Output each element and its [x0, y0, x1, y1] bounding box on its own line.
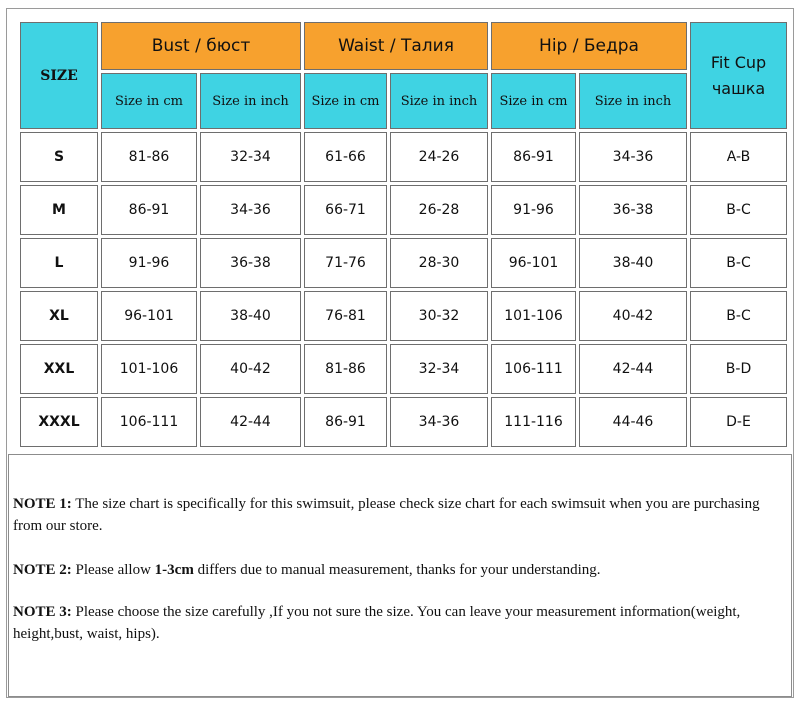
unit-header: Size in inch: [200, 73, 301, 129]
table-row: [20, 238, 787, 288]
unit-header: Size in inch: [390, 73, 488, 129]
table-row: [20, 185, 787, 235]
bust-cm-cell: 86-91: [101, 185, 197, 235]
bust-inch-cell: 32-34: [200, 132, 301, 182]
waist-cm-cell: 61-66: [304, 132, 387, 182]
hip-inch-cell: 38-40: [579, 238, 687, 288]
hip-inch-cell: 36-38: [579, 185, 687, 235]
note-2-text-before: Please allow: [71, 562, 155, 578]
header-row-units: [20, 73, 787, 129]
waist-inch-cell: 28-30: [390, 238, 488, 288]
waist-inch-cell: 34-36: [390, 397, 488, 447]
hip-inch-cell: 34-36: [579, 132, 687, 182]
note-3-label: NOTE 3:: [13, 604, 72, 620]
waist-cm-cell: 81-86: [304, 344, 387, 394]
hip-inch-cell: 42-44: [579, 344, 687, 394]
cup-header-line2: чашка: [711, 78, 766, 98]
note-1-text: The size chart is specifically for this swimsuit, please check size chart for each swimsuit when you are purchasing from our store.: [13, 496, 760, 534]
waist-cm-cell: 86-91: [304, 397, 387, 447]
header-row-groups: [20, 22, 787, 70]
note-1-label: NOTE 1:: [13, 496, 72, 512]
cup-cell: B-C: [690, 185, 787, 235]
size-rows: [20, 132, 787, 447]
waist-inch-cell: 32-34: [390, 344, 488, 394]
bust-cm-cell: 101-106: [101, 344, 197, 394]
hip-cm-cell: 101-106: [491, 291, 576, 341]
note-1: [13, 493, 785, 537]
note-2-label: NOTE 2:: [13, 562, 72, 578]
bust-cm-cell: 91-96: [101, 238, 197, 288]
size-chart-table: [17, 19, 790, 450]
table-row: [20, 291, 787, 341]
hip-cm-cell: 86-91: [491, 132, 576, 182]
cup-header: [690, 22, 787, 129]
cup-cell: D-E: [690, 397, 787, 447]
bust-cm-cell: 96-101: [101, 291, 197, 341]
bust-header: Bust / бюст: [101, 22, 301, 70]
note-3: [13, 601, 785, 645]
size-header: SIZE: [20, 22, 98, 129]
size-cell: L: [20, 238, 98, 288]
bust-inch-cell: 42-44: [200, 397, 301, 447]
unit-header: Size in cm: [491, 73, 576, 129]
hip-header: Hip / Бедра: [491, 22, 687, 70]
bust-cm-cell: 106-111: [101, 397, 197, 447]
cup-cell: B-C: [690, 291, 787, 341]
hip-cm-cell: 111-116: [491, 397, 576, 447]
table-row: [20, 132, 787, 182]
waist-header: Waist / Талия: [304, 22, 488, 70]
bust-cm-cell: 81-86: [101, 132, 197, 182]
cup-cell: B-C: [690, 238, 787, 288]
hip-inch-cell: 40-42: [579, 291, 687, 341]
waist-cm-cell: 76-81: [304, 291, 387, 341]
note-3-text: Please choose the size carefully ,If you not sure the size. You can leave your measurement information(weight, height,bust, waist, hips).: [13, 604, 741, 642]
hip-cm-cell: 106-111: [491, 344, 576, 394]
waist-cm-cell: 71-76: [304, 238, 387, 288]
cup-cell: A-B: [690, 132, 787, 182]
hip-cm-cell: 91-96: [491, 185, 576, 235]
cup-cell: B-D: [690, 344, 787, 394]
note-2: [13, 559, 785, 581]
note-2-text-bold: 1-3cm: [154, 562, 194, 578]
size-cell: S: [20, 132, 98, 182]
size-cell: XXXL: [20, 397, 98, 447]
bust-inch-cell: 40-42: [200, 344, 301, 394]
hip-inch-cell: 44-46: [579, 397, 687, 447]
unit-header: Size in cm: [101, 73, 197, 129]
waist-inch-cell: 30-32: [390, 291, 488, 341]
notes-box: [8, 454, 792, 697]
bust-inch-cell: 38-40: [200, 291, 301, 341]
note-2-text-after: differs due to manual measurement, thanks for your understanding.: [193, 562, 601, 578]
hip-cm-cell: 96-101: [491, 238, 576, 288]
table-row: [20, 397, 787, 447]
bust-inch-cell: 36-38: [200, 238, 301, 288]
size-cell: XXL: [20, 344, 98, 394]
unit-header: Size in inch: [579, 73, 687, 129]
size-cell: XL: [20, 291, 98, 341]
cup-header-line1: Fit Cup: [710, 52, 767, 72]
unit-header: Size in cm: [304, 73, 387, 129]
waist-inch-cell: 26-28: [390, 185, 488, 235]
waist-inch-cell: 24-26: [390, 132, 488, 182]
waist-cm-cell: 66-71: [304, 185, 387, 235]
bust-inch-cell: 34-36: [200, 185, 301, 235]
table-row: [20, 344, 787, 394]
size-cell: M: [20, 185, 98, 235]
